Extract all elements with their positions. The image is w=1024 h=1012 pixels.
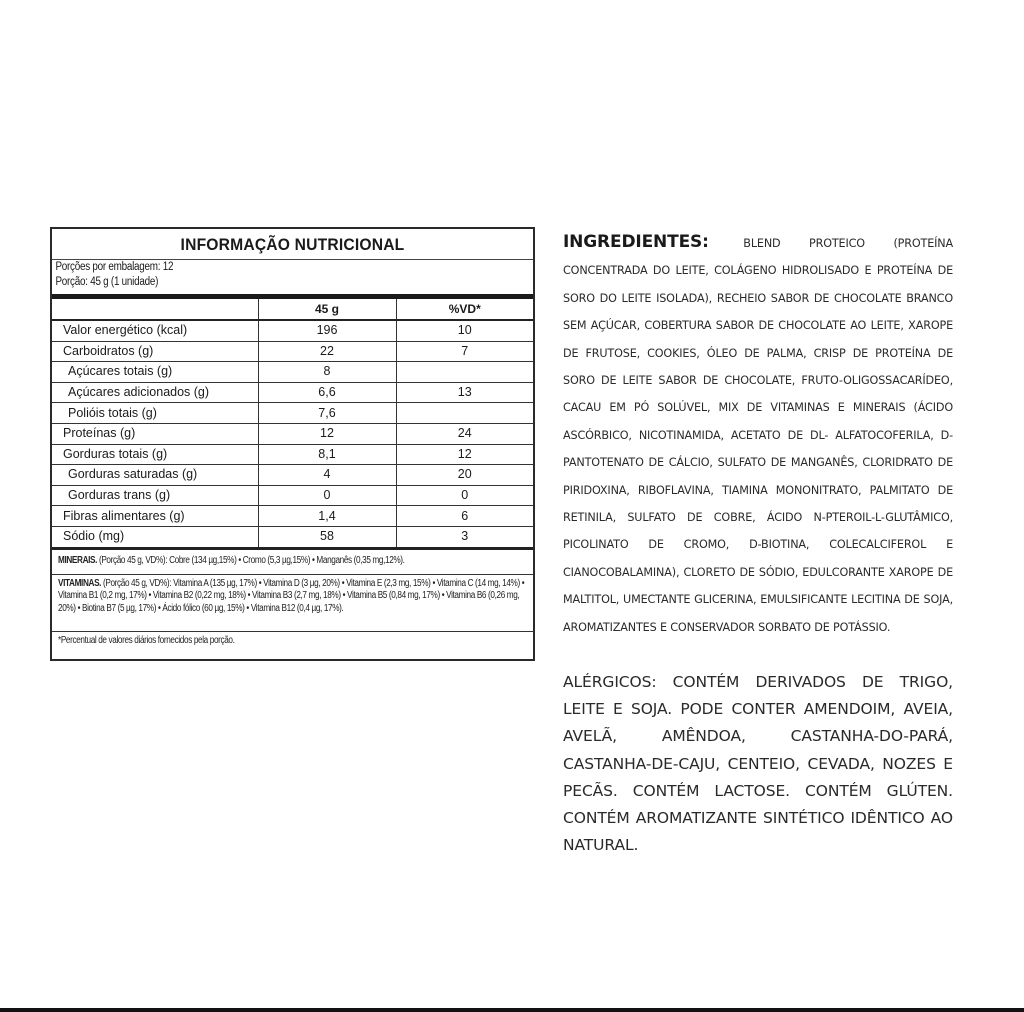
vitamins-text: (Porção 45 g, VD%): Vitamina A (135 µg, 17%) • Vitamina D (3 µg, 20%) • Vitamina E (2,3 mg, 15%) • Vitamina C (14 mg, 14%) • Vitamina B1 (0,2 mg, 17%) • Vitamina B2 (0,22 mg, 18%) • Vitamina B3 (2,7 mg, 18%) • Vitamina B5 (0,84 mg, 17%) • Vitamina B6 (0,26 mg, 20%) • Biotina B7 (5 µg, 17%) • Ácido fólico (60 µg, 15%) • Vitamina B12 (0,4 µg, 17%).	[58, 577, 525, 614]
nutrient-dv	[396, 362, 533, 383]
table-row	[52, 382, 533, 403]
header-dv: %VD*	[396, 299, 533, 320]
nutrient-amount: 22	[258, 341, 396, 362]
minerals-note	[52, 550, 533, 575]
nutrient-amount: 58	[258, 526, 396, 548]
nutrient-dv: 20	[396, 465, 533, 486]
nutrient-dv: 10	[396, 320, 533, 341]
dv-footnote-text: *Percentual de valores diários fornecidos pela porção.	[58, 634, 235, 646]
table-row	[52, 403, 533, 424]
table-row	[52, 526, 533, 548]
nutrient-label: Gorduras saturadas (g)	[52, 465, 258, 486]
nutrient-label: Carboidratos (g)	[52, 341, 258, 362]
nutrient-dv: 24	[396, 423, 533, 444]
nutrient-dv: 7	[396, 341, 533, 362]
table-row	[52, 362, 533, 383]
nutrition-title: INFORMAÇÃO NUTRICIONAL	[180, 235, 405, 254]
nutrient-amount: 6,6	[258, 382, 396, 403]
nutrient-amount: 7,6	[258, 403, 396, 424]
nutrient-label: Gorduras totais (g)	[52, 444, 258, 465]
table-row	[52, 423, 533, 444]
nutrient-label: Gorduras trans (g)	[52, 485, 258, 506]
table-row	[52, 485, 533, 506]
nutrient-amount: 0	[258, 485, 396, 506]
ingredients-heading: INGREDIENTES:	[563, 232, 709, 252]
vitamins-note	[52, 575, 533, 632]
nutrient-dv: 13	[396, 382, 533, 403]
nutrient-dv: 3	[396, 526, 533, 548]
table-header-row	[52, 299, 533, 320]
serving-size: Porção: 45 g (1 unidade)	[55, 276, 159, 288]
nutrient-rows	[52, 320, 533, 548]
nutrient-amount: 1,4	[258, 506, 396, 527]
nutrient-amount: 196	[258, 320, 396, 341]
minerals-text: (Porção 45 g, VD%): Cobre (134 µg,15%) • Cromo (5,3 µg,15%) • Manganês (0,35 mg,12%).	[98, 554, 405, 566]
nutrition-facts-table	[50, 227, 535, 661]
allergens-paragraph: ALÉRGICOS: CONTÉM DERIVADOS DE TRIGO, LEITE E SOJA. PODE CONTER AMENDOIM, AVEIA, AVELÃ, AMÊNDOA, CASTANHA-DO-PARÁ, CASTANHA-DE-CAJU, CENTEIO, CEVADA, NOZES E PECÃS. CONTÉM LACTOSE. CONTÉM GLÚTEN. CONTÉM AROMATIZANTE SINTÉTICO IDÊNTICO AO NATURAL.	[563, 673, 953, 855]
ingredients-text: BLEND PROTEICO (PROTEÍNA CONCENTRADA DO LEITE, COLÁGENO HIDROLISADO E PROTEÍNA DE SORO DO LEITE ISOLADA), RECHEIO SABOR DE CHOCOLATE BRANCO SEM AÇÚCAR, COBERTURA SABOR DE CHOCOLATE AO LEITE, XAROPE DE FRUTOSE, COOKIES, ÓLEO DE PALMA, CRISP DE PROTEÍNA DE SORO DE LEITE SABOR DE CHOCOLATE, FRUTO-OLIGOSSACARÍDEO, CACAU EM PÓ SOLÚVEL, MIX DE VITAMINAS E MINERAIS (ÁCIDO ASCÓRBICO, NICOTINAMIDA, ACETATO DE DL- ALFATOCOFERILA, D-PANTOTENATO DE CÁLCIO, SULFATO DE MANGANÊS, CLORIDRATO DE PIRIDOXINA, RIBOFLAVINA, TIAMINA MONONITRATO, PALMITATO DE RETINILA, SULFATO DE COBRE, ÁCIDO N-PTEROIL-L-GLUTÂMICO, PICOLINATO DE CROMO, D-BIOTINA, COLECALCIFEROL E CIANOCOBALAMINA), CLORETO DE SÓDIO, EDULCORANTE XAROPE DE MALTITOL, UMECTANTE GLICERINA, EMULSIFICANTE LECITINA DE SOJA, AROMATIZANTES E CONSERVADOR SORBATO DE POTÁSSIO.	[563, 237, 954, 634]
nutrient-dv: 6	[396, 506, 533, 527]
nutrient-label: Sódio (mg)	[52, 526, 258, 548]
nutrient-amount: 8,1	[258, 444, 396, 465]
header-blank	[52, 299, 258, 320]
nutrient-label: Valor energético (kcal)	[52, 320, 258, 341]
table-row	[52, 506, 533, 527]
nutrient-amount: 12	[258, 423, 396, 444]
nutrient-amount: 8	[258, 362, 396, 383]
ingredients-paragraph	[563, 229, 953, 641]
minerals-label: MINERAIS.	[58, 554, 98, 566]
dv-footnote	[52, 632, 533, 651]
bottom-border	[0, 1008, 1024, 1012]
nutrient-label: Açúcares totais (g)	[52, 362, 258, 383]
nutrient-table	[52, 299, 533, 550]
vitamins-label: VITAMINAS.	[58, 577, 102, 589]
nutrient-label: Açúcares adicionados (g)	[52, 382, 258, 403]
nutrient-dv	[396, 403, 533, 424]
nutrient-dv: 0	[396, 485, 533, 506]
table-row	[52, 341, 533, 362]
nutrient-label: Proteínas (g)	[52, 423, 258, 444]
table-row	[52, 444, 533, 465]
ingredients-block	[563, 229, 953, 641]
table-row	[52, 320, 533, 341]
nutrient-label: Polióis totais (g)	[52, 403, 258, 424]
table-row	[52, 465, 533, 486]
servings-per-pack: Porções por embalagem: 12	[55, 261, 174, 273]
nutrient-dv: 12	[396, 444, 533, 465]
header-amount: 45 g	[258, 299, 396, 320]
nutrient-label: Fibras alimentares (g)	[52, 506, 258, 527]
nutrient-amount: 4	[258, 465, 396, 486]
